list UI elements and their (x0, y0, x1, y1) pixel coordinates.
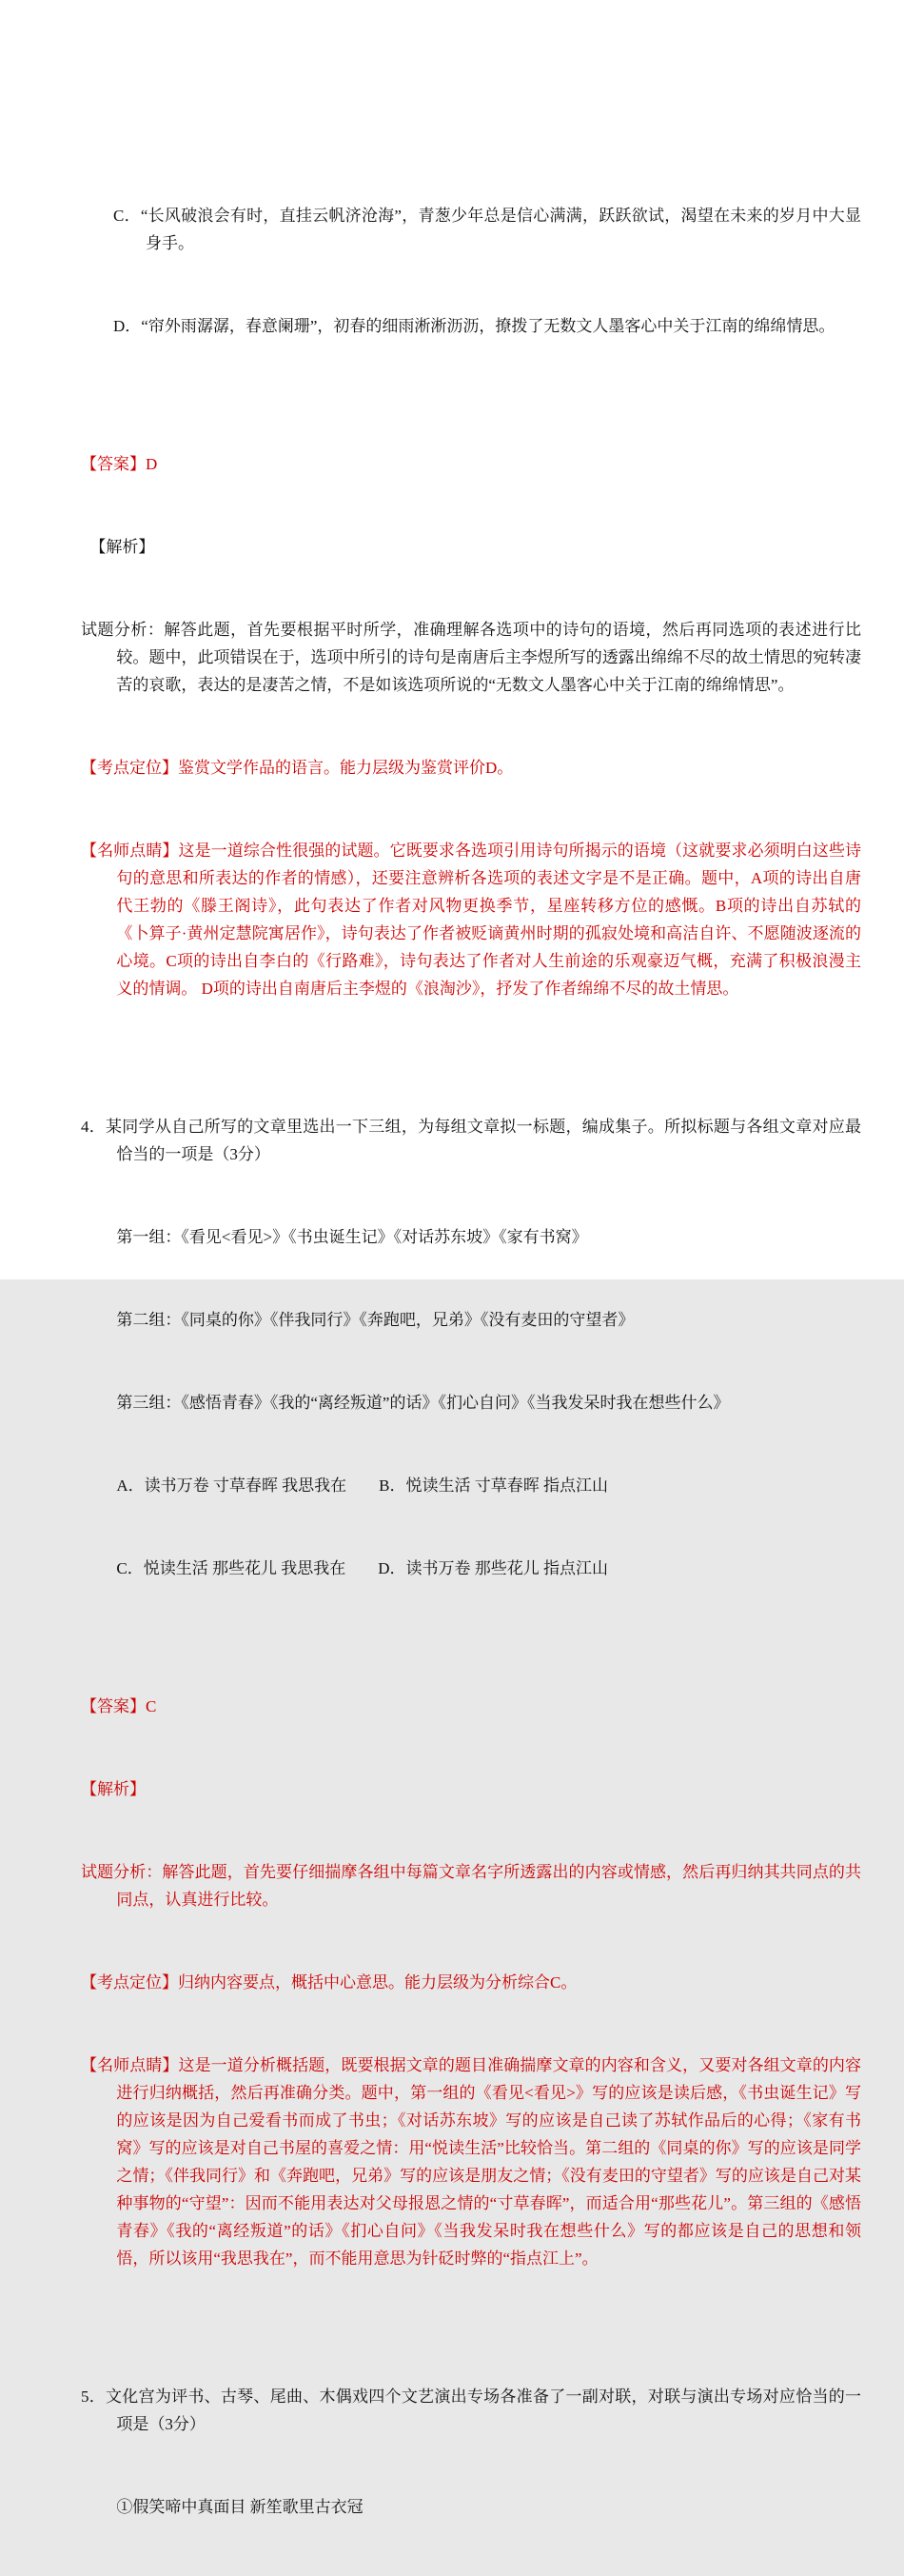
q4-options-row-ab: A．读书万卷 寸草春晖 我思我在 B．悦读生活 寸草春晖 指点江山 (116, 1476, 609, 1495)
q5-couplet-1: ①假笑啼中真面目 新笙歌里古衣冠 (116, 2498, 364, 2516)
q4-teacher-tips: 【名师点睛】这是一道分析概括题，既要根据文章的题目准确揣摩文章的内容和含义，又要对各组文章的内容进行归纳概括，然后再准确分类。题中，第一组的《看见<看见>》写的应该是读后感，《书虫诞生记》写的应该是因为自己爱看书而成了书虫；《对话苏东坡》写的应该是自己读了苏轼作品后的心得；《家有书窝》写的应该是对自己书屋的喜爱之情：用“悦读生活”比较恰当。第二组的《同桌的你》写的应该是同学之情；《伴我同行》和《奔跑吧，兄弟》写的应该是朋友之情；《没有麦田的守望者》写的应该是自己对某种事物的“守望”：因而不能用表达对父母报恩之情的“寸草春晖”，而适合用“那些花儿”。第三组的《感悟青春》《我的“离经叛道”的话》《扪心自问》《当我发呆时我在想些什么》写的都应该是自己的思想和领悟，所以该用“我思我在”，而不能用意思为针砭时弊的“指点江上”。 (81, 2056, 861, 2268)
q4-answer-label: 【答案】C (81, 1697, 157, 1715)
q4-analysis-text: 试题分析：解答此题，首先要仔细揣摩各组中每篇文章名字所透露出的内容或情感，然后再归纳其共同点的共同点，认真进行比较。 (81, 1863, 861, 1909)
q3-analysis-text: 试题分析：解答此题，首先要根据平时所学，准确理解各选项中的诗句的语境，然后再同选项的表述进行比较。题中，此项错误在于，选项中所引的诗句是南唐后主李煜所写的透露出绵绵不尽的故土情思的宛转凄苦的哀歌，表达的是凄苦之情，不是如该选项所说的“无数文人墨客心中关于江南的绵绵情思”。 (81, 621, 861, 694)
q3-teacher-tips: 【名师点睛】这是一道综合性很强的试题。它既要求各选项引用诗句所揭示的语境（这就要求必须明白这些诗句的意思和所表达的作者的情感），还要注意辨析各选项的表述文字是不是正确。题中，A项的诗出自唐代王勃的《滕王阁诗》，此句表达了作者对风物更换季节，星座转移方位的感慨。B项的诗出自苏轼的《卜算子·黄州定慧院寓居作》，诗句表达了作者被贬谪黄州时期的孤寂处境和高洁自许、不愿随波逐流的心境。C项的诗出自李白的《行路难》，诗句表达了作者对人生前途的乐观豪迈气概，充满了积极浪漫主义的情调。 D项的诗出自南唐后主李煜的《浪淘沙》，抒发了作者绵绵不尽的故土情思。 (81, 842, 861, 998)
q4-group-3: 第三组：《感悟青春》《我的“离经叛道”的话》《扪心自问》《当我发呆时我在想些什么》 (116, 1394, 730, 1412)
q4-options-row-cd: C．悦读生活 那些花儿 我思我在 D．读书万卷 那些花儿 指点江山 (116, 1559, 609, 1577)
q3-analysis-header: 【解析】 (89, 538, 155, 556)
q5-stem: 5．文化宫为评书、古琴、尾曲、木偶戏四个文艺演出专场各准备了一副对联，对联与演出专场对应恰当的一项是（3分） (81, 2388, 861, 2433)
q3-exam-point: 【考点定位】鉴赏文学作品的语言。能力层级为鉴赏评价D。 (81, 759, 514, 777)
q4-stem: 4．某同学从自己所写的文章里选出一下三组，为每组文章拟一标题，编成集子。所拟标题与各组文章对应最恰当的一项是（3分） (81, 1118, 861, 1163)
q4-group-2: 第二组：《同桌的你》《伴我同行》《奔跑吧，兄弟》《没有麦田的守望者》 (116, 1311, 635, 1329)
q4-group-1: 第一组：《看见<看见>》《书虫诞生记》《对话苏东坡》《家有书窝》 (116, 1228, 588, 1246)
q3-answer-label: 【答案】D (81, 455, 158, 473)
q4-exam-point: 【考点定位】归纳内容要点，概括中心意思。能力层级为分析综合C。 (81, 1973, 578, 1991)
q3-option-d: D．“帘外雨潺潺，春意阑珊”，初春的细雨淅淅沥沥，撩拨了无数文人墨客心中关于江南的绵绵情思。 (113, 317, 835, 335)
q4-analysis-header: 【解析】 (81, 1780, 146, 1798)
q3-option-c: C．“长风破浪会有时，直挂云帆济沧海”，青葱少年总是信心满满，跃跃欲试，渴望在未来的岁月中大显身手。 (113, 207, 861, 252)
